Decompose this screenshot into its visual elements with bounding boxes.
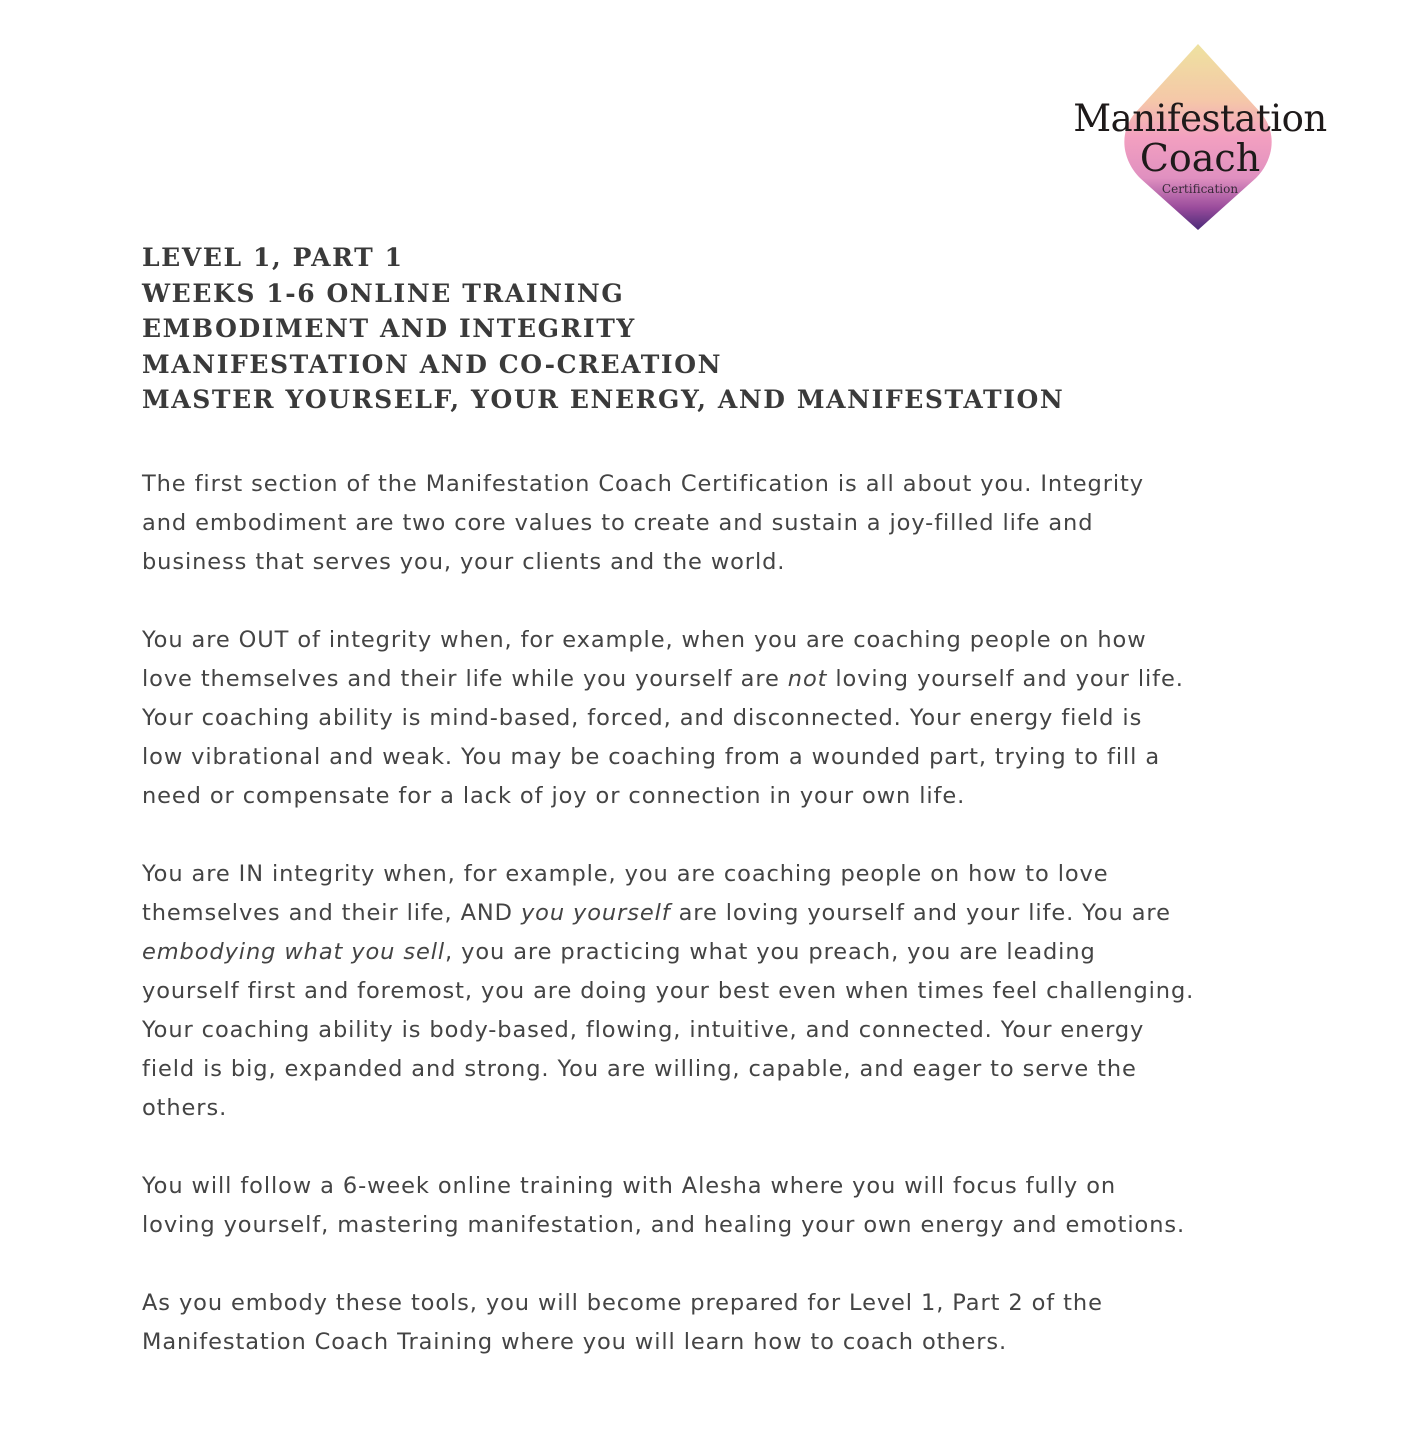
manifestation-coach-logo xyxy=(1060,40,1340,240)
text-line xyxy=(142,738,1194,777)
text-line xyxy=(142,1323,1194,1362)
text-segment: low vibrational and weak. You may be coaching from a wounded part, trying to fill a xyxy=(142,744,1161,770)
text-segment: business that serves you, your clients and the world. xyxy=(142,549,786,575)
text-line xyxy=(142,1011,1194,1050)
paragraph xyxy=(142,621,1194,816)
text-segment: loving yourself, mastering manifestation, and healing your own energy and emotions. xyxy=(142,1212,1186,1238)
text-segment: others. xyxy=(142,1095,228,1121)
text-line xyxy=(142,855,1194,894)
text-segment: Your coaching ability is mind-based, forced, and disconnected. Your energy field is xyxy=(142,705,1143,731)
paragraph xyxy=(142,465,1194,582)
text-line xyxy=(142,543,1194,582)
paragraph xyxy=(142,855,1194,1128)
text-line xyxy=(142,699,1194,738)
emphasized-text: not xyxy=(787,666,828,692)
heading-level: LEVEL 1, PART 1 xyxy=(142,243,404,272)
paragraph xyxy=(142,1284,1194,1362)
text-segment: loving yourself and your life. xyxy=(827,666,1184,692)
text-segment: , you are practicing what you preach, you are leading xyxy=(445,939,1096,965)
text-line xyxy=(142,933,1194,972)
text-line xyxy=(142,1167,1194,1206)
text-line xyxy=(142,465,1194,504)
text-segment: You are IN integrity when, for example, you are coaching people on how to love xyxy=(142,861,1109,887)
logo-subtitle: Certification xyxy=(1161,182,1239,196)
text-segment: Your coaching ability is body-based, flowing, intuitive, and connected. Your energy xyxy=(142,1017,1145,1043)
heading-master: MASTER YOURSELF, YOUR ENERGY, AND MANIFESTATION xyxy=(142,385,1065,415)
text-line xyxy=(142,777,1194,816)
emphasized-text: embodying what you sell xyxy=(142,939,446,965)
text-line xyxy=(142,621,1194,660)
text-segment: yourself first and foremost, you are doing your best even when times feel challenging. xyxy=(142,978,1195,1004)
text-line xyxy=(142,1206,1194,1245)
section-headings xyxy=(142,240,1064,418)
text-line xyxy=(142,504,1194,543)
text-segment: need or compensate for a lack of joy or connection in your own life. xyxy=(142,783,966,809)
text-line xyxy=(142,660,1194,699)
text-segment: You are OUT of integrity when, for example, when you are coaching people on how xyxy=(142,627,1147,653)
text-line xyxy=(142,1089,1194,1128)
text-segment: The first section of the Manifestation Coach Certification is all about you. Integrity xyxy=(142,471,1144,497)
body-text xyxy=(142,465,1194,1401)
text-segment: are loving yourself and your life. You are xyxy=(670,900,1171,926)
paragraph xyxy=(142,1167,1194,1245)
text-segment: field is big, expanded and strong. You are willing, capable, and eager to serve the xyxy=(142,1056,1137,1082)
text-line xyxy=(142,894,1194,933)
text-line xyxy=(142,1284,1194,1323)
text-line xyxy=(142,1050,1194,1089)
heading-embodiment: EMBODIMENT AND INTEGRITY xyxy=(142,314,636,344)
text-segment: As you embody these tools, you will become prepared for Level 1, Part 2 of the xyxy=(142,1290,1103,1316)
text-line xyxy=(142,972,1194,1011)
text-segment: Manifestation Coach Training where you will learn how to coach others. xyxy=(142,1329,1008,1355)
text-segment: love themselves and their life while you yourself are xyxy=(142,666,788,692)
text-segment: and embodiment are two core values to create and sustain a joy-filled life and xyxy=(142,510,1094,536)
logo-title-line2: Coach xyxy=(1139,136,1261,180)
text-segment: themselves and their life, AND xyxy=(142,900,521,926)
text-segment: You will follow a 6-week online training with Alesha where you will focus fully on xyxy=(142,1173,1117,1199)
heading-manifestation: MANIFESTATION AND CO-CREATION xyxy=(142,349,723,379)
logo-title-line1: Manifestation xyxy=(1073,97,1327,140)
emphasized-text: you yourself xyxy=(520,900,671,926)
heading-weeks: WEEKS 1-6 ONLINE TRAINING xyxy=(142,278,625,308)
